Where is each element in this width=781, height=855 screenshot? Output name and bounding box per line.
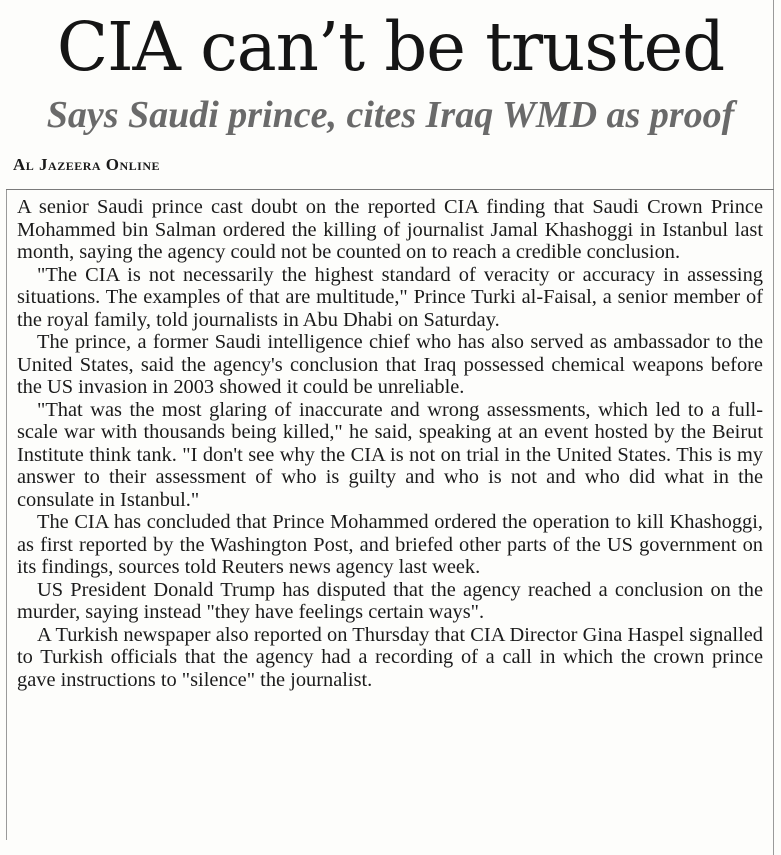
- subheadline: Says Saudi prince, cites Iraq WMD as proof: [46, 94, 735, 136]
- article-body: [17, 196, 763, 691]
- paragraph-3: The prince, a former Saudi intelligence chief who has also served as ambassador to the United States, said the agency's conclusion that Iraq possessed chemical weapons before the US invasion in 2003 showed it could be unreliable.: [17, 331, 763, 398]
- paragraph-7: A Turkish newspaper also reported on Thursday that CIA Director Gina Haspel signalled to Turkish officials that the agency had a recording of a call in which the crown prince gave instructions to "silence" the journalist.: [17, 623, 763, 691]
- paragraph-5: The CIA has concluded that Prince Mohammed ordered the operation to kill Khashoggi, as first reported by the Washington Post, and briefed other parts of the US government on its findings, sources told Reuters news agency last week.: [17, 511, 763, 578]
- headline: CIA can’t be trusted: [56, 8, 725, 86]
- paragraph-6: US President Donald Trump has disputed that the agency reached a conclusion on the murder, saying instead "they have feelings certain ways".: [17, 578, 763, 623]
- byline: Al Jazeera Online: [13, 155, 161, 174]
- column-rule-left: [6, 190, 7, 840]
- paragraph-2: "The CIA is not necessarily the highest standard of veracity or accuracy in assessing situations. The examples of that are multitude," Prince Turki al-Faisal, a senior member of the royal family, told journalists in Abu Dhabi on Saturday.: [17, 263, 763, 331]
- paragraph-4: "That was the most glaring of inaccurate and wrong assessments, which led to a full-scale war with thousands being killed," he said, speaking at an event hosted by the Beirut Institute think tank. "I don't see why the CIA is not on trial in the United States. This is my answer to their assessment of who is guilty and who is not and who did what in the consulate in Istanbul.": [17, 398, 763, 511]
- paragraph-1: A senior Saudi prince cast doubt on the reported CIA finding that Saudi Crown Prince Mohammed bin Salman ordered the killing of journalist Jamal Khashoggi in Istanbul last month, saying the agency could not be counted on to reach a credible conclusion.: [17, 196, 763, 263]
- byline-divider: [6, 189, 774, 190]
